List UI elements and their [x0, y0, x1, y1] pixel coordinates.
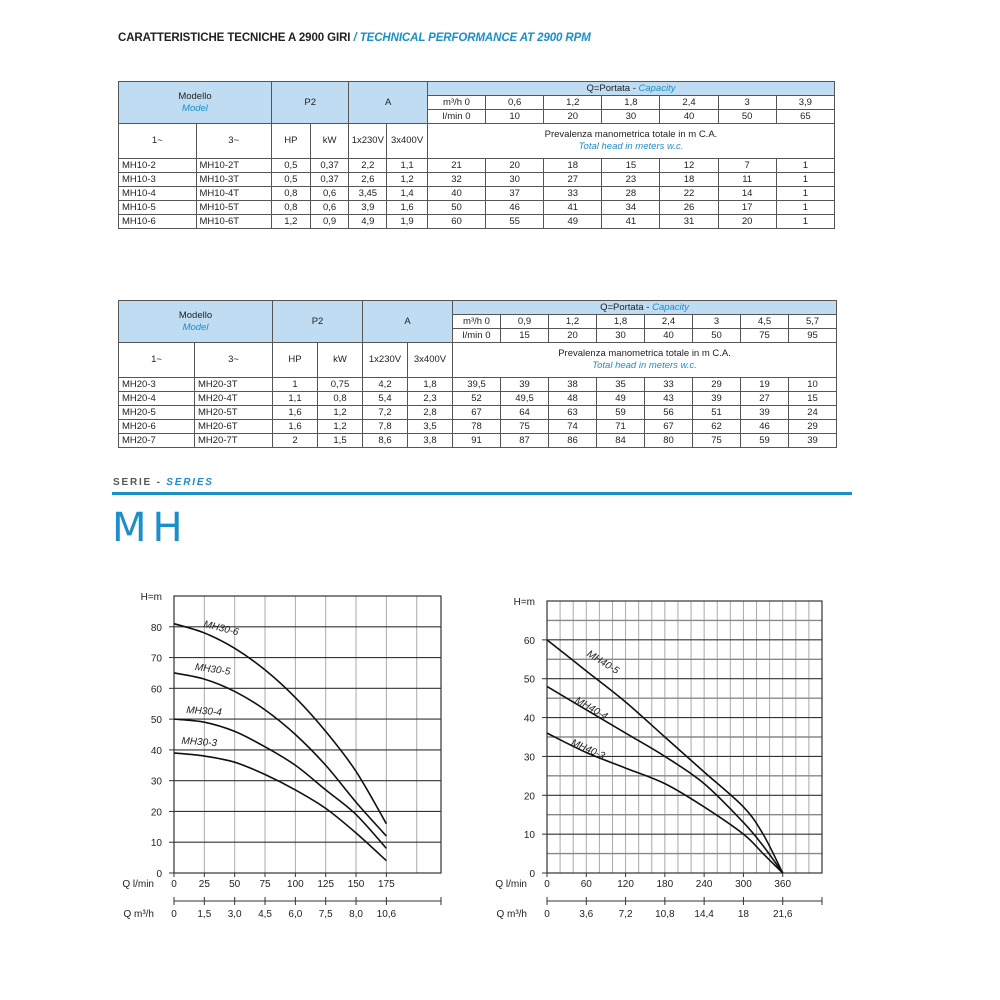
lmin-cell: 30	[597, 329, 645, 343]
model-header-it: Modello	[178, 90, 212, 102]
x-tick-label: 100	[287, 879, 304, 890]
x-tick-label: 300	[735, 879, 752, 890]
value-cell: 18	[544, 159, 602, 173]
x2-tick-label: 4,5	[258, 909, 272, 920]
series-label-en: SERIES	[166, 477, 214, 488]
x-tick-label: 125	[317, 879, 335, 890]
p2-header: P2	[271, 82, 349, 124]
m3h-cell: 3	[693, 315, 741, 329]
value-cell: 1,6	[273, 420, 318, 434]
value-cell: 86	[549, 434, 597, 448]
value-cell: 1,4	[387, 187, 428, 201]
x2-axis-label: Q m³/h	[123, 909, 154, 920]
model-cell: MH10-6T	[196, 215, 271, 229]
model-cell: MH10-5T	[196, 201, 271, 215]
value-cell: 20	[486, 159, 544, 173]
x-tick-label: 60	[580, 879, 592, 890]
value-cell: 1,6	[273, 406, 318, 420]
value-cell: 11	[718, 173, 776, 187]
x-tick-label: 240	[695, 879, 713, 890]
value-cell: 1,2	[271, 215, 310, 229]
x2-tick-label: 3,6	[579, 909, 594, 920]
value-cell: 49	[544, 215, 602, 229]
subheader-cell: 3x400V	[387, 124, 428, 159]
value-cell: 15	[602, 159, 660, 173]
x2-tick-label: 6,0	[288, 909, 303, 920]
value-cell: 67	[453, 406, 501, 420]
model-cell: MH20-5T	[195, 406, 273, 420]
value-cell: 3,9	[349, 201, 387, 215]
capacity-header-it: Q=Portata -	[586, 82, 639, 94]
value-cell: 8,6	[363, 434, 408, 448]
subheader-cell: 3~	[195, 343, 273, 378]
value-cell: 75	[693, 434, 741, 448]
model-header-en: Model	[182, 102, 208, 114]
model-cell: MH20-4T	[195, 392, 273, 406]
model-cell: MH10-5	[119, 201, 197, 215]
value-cell: 37	[486, 187, 544, 201]
x2-tick-label: 7,2	[618, 909, 633, 920]
x2-tick-label: 10,6	[376, 909, 397, 920]
series-label-mh40-3: MH40-3	[569, 737, 607, 762]
lmin-cell: 20	[549, 329, 597, 343]
subheader-cell: kW	[318, 343, 363, 378]
value-cell: 1,8	[408, 378, 453, 392]
value-cell: 1,2	[318, 420, 363, 434]
value-cell: 39	[789, 434, 837, 448]
model-cell: MH20-7T	[195, 434, 273, 448]
series-label-mh30-5: MH30-5	[194, 661, 231, 678]
value-cell: 1	[776, 201, 834, 215]
x2-tick-label: 18	[737, 909, 749, 920]
model-cell: MH20-6	[119, 420, 195, 434]
m3h-cell: 5,7	[789, 315, 837, 329]
value-cell: 0,5	[271, 159, 310, 173]
subheader-cell: 3x400V	[408, 343, 453, 378]
value-cell: 31	[660, 215, 718, 229]
value-cell: 0,6	[310, 201, 349, 215]
y-tick-label: 70	[150, 653, 162, 665]
x-axis-label: Q l/min	[122, 879, 154, 890]
x-tick-label: 120	[617, 879, 634, 890]
value-cell: 18	[660, 173, 718, 187]
y-tick-label: 80	[150, 622, 162, 634]
lmin-cell: 20	[544, 110, 602, 124]
value-cell: 63	[549, 406, 597, 420]
a-header: A	[349, 82, 428, 124]
a-header: A	[363, 301, 453, 343]
value-cell: 17	[718, 201, 776, 215]
x2-tick-label: 14,4	[694, 909, 714, 920]
x-tick-label: 0	[544, 879, 550, 890]
value-cell: 0,6	[310, 187, 349, 201]
value-cell: 1,2	[387, 173, 428, 187]
series-label-mh30-3: MH30-3	[181, 735, 218, 750]
value-cell: 59	[597, 406, 645, 420]
value-cell: 28	[602, 187, 660, 201]
capacity-header-it: Q=Portata -	[600, 301, 653, 313]
value-cell: 2,2	[349, 159, 387, 173]
y-tick-label: 0	[156, 869, 162, 880]
x2-axis-label: Q m³/h	[496, 909, 527, 920]
value-cell: 71	[597, 420, 645, 434]
value-cell: 0,9	[310, 215, 349, 229]
y-tick-label: 40	[150, 745, 162, 757]
x-tick-label: 75	[259, 879, 271, 890]
subheader-cell: HP	[273, 343, 318, 378]
x-tick-label: 360	[774, 879, 792, 890]
value-cell: 33	[645, 378, 693, 392]
model-cell: MH10-6	[119, 215, 197, 229]
value-cell: 1	[776, 215, 834, 229]
value-cell: 87	[501, 434, 549, 448]
value-cell: 0,8	[318, 392, 363, 406]
y-tick-label: 20	[523, 791, 535, 803]
model-cell: MH10-3T	[196, 173, 271, 187]
m3h-cell: 3	[718, 96, 776, 110]
lmin-cell: 40	[660, 110, 718, 124]
m3h-cell: m³/h 0	[427, 96, 485, 110]
value-cell: 0,8	[271, 201, 310, 215]
value-cell: 43	[645, 392, 693, 406]
value-cell: 59	[741, 434, 789, 448]
y-tick-label: 10	[523, 830, 535, 842]
value-cell: 24	[789, 406, 837, 420]
subheader-cell: 3~	[196, 124, 271, 159]
title-english: TECHNICAL PERFORMANCE AT 2900 RPM	[359, 32, 591, 44]
x-tick-label: 180	[656, 879, 674, 890]
x2-tick-label: 7,5	[318, 909, 333, 920]
y-tick-label: 60	[150, 684, 162, 696]
value-cell: 34	[602, 201, 660, 215]
value-cell: 50	[427, 201, 485, 215]
value-cell: 7,2	[363, 406, 408, 420]
model-cell: MH10-2T	[196, 159, 271, 173]
chart-group-0	[169, 596, 441, 905]
m3h-cell: 0,6	[486, 96, 544, 110]
x2-tick-label: 3,0	[227, 909, 242, 920]
value-cell: 35	[597, 378, 645, 392]
head-caption-en: Total head in meters w.c.	[578, 141, 684, 152]
value-cell: 84	[597, 434, 645, 448]
value-cell: 1	[776, 159, 834, 173]
title-italian: CARATTERISTICHE TECNICHE A 2900 GIRI	[118, 32, 351, 44]
m3h-cell: 4,5	[741, 315, 789, 329]
value-cell: 2	[273, 434, 318, 448]
model-header-it: Modello	[178, 309, 213, 321]
subheader-cell: 1x230V	[349, 124, 387, 159]
value-cell: 48	[549, 392, 597, 406]
value-cell: 0,37	[310, 159, 349, 173]
lmin-cell: 75	[741, 329, 789, 343]
value-cell: 14	[718, 187, 776, 201]
value-cell: 39	[501, 378, 549, 392]
value-cell: 3,8	[408, 434, 453, 448]
value-cell: 60	[427, 215, 485, 229]
x-tick-label: 150	[347, 879, 365, 890]
lmin-cell: l/min 0	[453, 329, 501, 343]
m3h-cell: 3,9	[776, 96, 834, 110]
head-caption-it: Prevalenza manometrica totale in m C.A.	[558, 348, 731, 359]
value-cell: 33	[544, 187, 602, 201]
m3h-cell: 1,2	[544, 96, 602, 110]
y-tick-label: 40	[523, 713, 535, 725]
model-header-en: Model	[182, 321, 209, 333]
value-cell: 3,5	[408, 420, 453, 434]
value-cell: 1	[776, 187, 834, 201]
subheader-cell: kW	[310, 124, 349, 159]
series-label-mh30-4: MH30-4	[185, 704, 223, 719]
m3h-cell: m³/h 0	[453, 315, 501, 329]
value-cell: 80	[645, 434, 693, 448]
head-caption-it: Prevalenza manometrica totale in m C.A.	[544, 129, 718, 140]
value-cell: 38	[549, 378, 597, 392]
value-cell: 1,2	[318, 406, 363, 420]
x-tick-label: 0	[171, 879, 177, 890]
value-cell: 1	[273, 378, 318, 392]
capacity-header-en: Capacity	[638, 82, 676, 94]
lmin-cell: 40	[645, 329, 693, 343]
series-label-mh30-6: MH30-6	[202, 619, 240, 639]
value-cell: 0,8	[271, 187, 310, 201]
value-cell: 21	[427, 159, 485, 173]
x-tick-label: 25	[198, 879, 210, 890]
value-cell: 1	[776, 173, 834, 187]
subheader-cell: HP	[271, 124, 310, 159]
value-cell: 41	[544, 201, 602, 215]
value-cell: 46	[486, 201, 544, 215]
value-cell: 56	[645, 406, 693, 420]
x2-tick-label: 0	[544, 909, 550, 920]
m3h-cell: 2,4	[660, 96, 718, 110]
value-cell: 52	[453, 392, 501, 406]
y-tick-label: 10	[150, 838, 162, 850]
head-caption-en: Total head in meters w.c.	[592, 360, 697, 371]
series-label-it: SERIE -	[113, 477, 167, 488]
value-cell: 2,3	[408, 392, 453, 406]
subheader-cell: 1~	[119, 124, 197, 159]
series-label-mh40-4: MH40-4	[573, 695, 610, 723]
y-tick-label: 50	[150, 715, 162, 727]
value-cell: 22	[660, 187, 718, 201]
value-cell: 23	[602, 173, 660, 187]
model-cell: MH10-2	[119, 159, 197, 173]
value-cell: 19	[741, 378, 789, 392]
value-cell: 40	[427, 187, 485, 201]
series-name: MH	[112, 505, 189, 551]
title-separator: /	[350, 32, 360, 44]
value-cell: 29	[789, 420, 837, 434]
value-cell: 1,5	[318, 434, 363, 448]
x-tick-label: 50	[229, 879, 241, 890]
value-cell: 49	[597, 392, 645, 406]
model-cell: MH20-7	[119, 434, 195, 448]
value-cell: 10	[789, 378, 837, 392]
value-cell: 75	[501, 420, 549, 434]
model-cell: MH10-4	[119, 187, 197, 201]
value-cell: 2,8	[408, 406, 453, 420]
lmin-cell: 30	[602, 110, 660, 124]
lmin-cell: 10	[486, 110, 544, 124]
x2-tick-label: 8,0	[349, 909, 363, 920]
y-tick-label: 50	[523, 674, 535, 686]
value-cell: 39	[741, 406, 789, 420]
m3h-cell: 0,9	[501, 315, 549, 329]
x-tick-label: 175	[378, 879, 395, 890]
value-cell: 74	[549, 420, 597, 434]
model-cell: MH10-4T	[196, 187, 271, 201]
value-cell: 51	[693, 406, 741, 420]
lmin-cell: 65	[776, 110, 834, 124]
lmin-cell: l/min 0	[427, 110, 485, 124]
value-cell: 39	[693, 392, 741, 406]
value-cell: 0,5	[271, 173, 310, 187]
value-cell: 0,75	[318, 378, 363, 392]
value-cell: 41	[602, 215, 660, 229]
x-axis-label: Q l/min	[495, 879, 527, 890]
m3h-cell: 1,8	[597, 315, 645, 329]
x2-tick-label: 10,8	[655, 909, 675, 920]
subheader-cell: 1~	[119, 343, 195, 378]
value-cell: 26	[660, 201, 718, 215]
m3h-cell: 2,4	[645, 315, 693, 329]
value-cell: 12	[660, 159, 718, 173]
value-cell: 46	[741, 420, 789, 434]
capacity-header-en: Capacity	[652, 301, 690, 313]
value-cell: 2,6	[349, 173, 387, 187]
value-cell: 67	[645, 420, 693, 434]
y-axis-label: H=m	[140, 592, 162, 603]
model-cell: MH20-5	[119, 406, 195, 420]
value-cell: 20	[718, 215, 776, 229]
lmin-cell: 15	[501, 329, 549, 343]
value-cell: 55	[486, 215, 544, 229]
value-cell: 15	[789, 392, 837, 406]
series-curve-mh30-6	[174, 624, 386, 824]
y-tick-label: 30	[523, 752, 535, 764]
value-cell: 0,37	[310, 173, 349, 187]
x2-tick-label: 1,5	[197, 909, 212, 920]
series-label-mh40-5: MH40-5	[584, 648, 621, 677]
subheader-cell: 1x230V	[363, 343, 408, 378]
value-cell: 49,5	[501, 392, 549, 406]
value-cell: 3,45	[349, 187, 387, 201]
value-cell: 39,5	[453, 378, 501, 392]
value-cell: 64	[501, 406, 549, 420]
value-cell: 27	[544, 173, 602, 187]
model-cell: MH20-3	[119, 378, 195, 392]
value-cell: 1,9	[387, 215, 428, 229]
m3h-cell: 1,2	[549, 315, 597, 329]
value-cell: 7,8	[363, 420, 408, 434]
y-tick-label: 30	[150, 776, 162, 788]
model-cell: MH20-3T	[195, 378, 273, 392]
y-tick-label: 0	[529, 869, 535, 880]
lmin-cell: 50	[693, 329, 741, 343]
model-cell: MH20-6T	[195, 420, 273, 434]
lmin-cell: 50	[718, 110, 776, 124]
value-cell: 62	[693, 420, 741, 434]
value-cell: 29	[693, 378, 741, 392]
m3h-cell: 1,8	[602, 96, 660, 110]
value-cell: 1,6	[387, 201, 428, 215]
value-cell: 5,4	[363, 392, 408, 406]
x2-tick-label: 0	[171, 909, 177, 920]
value-cell: 4,9	[349, 215, 387, 229]
value-cell: 27	[741, 392, 789, 406]
y-axis-label: H=m	[513, 597, 535, 608]
model-cell: MH20-4	[119, 392, 195, 406]
value-cell: 32	[427, 173, 485, 187]
y-tick-label: 60	[523, 635, 535, 647]
value-cell: 4,2	[363, 378, 408, 392]
x2-tick-label: 21,6	[772, 909, 793, 920]
y-tick-label: 20	[150, 807, 162, 819]
value-cell: 7	[718, 159, 776, 173]
value-cell: 91	[453, 434, 501, 448]
value-cell: 1,1	[273, 392, 318, 406]
value-cell: 1,1	[387, 159, 428, 173]
model-cell: MH10-3	[119, 173, 197, 187]
value-cell: 30	[486, 173, 544, 187]
value-cell: 78	[453, 420, 501, 434]
p2-header: P2	[273, 301, 363, 343]
lmin-cell: 95	[789, 329, 837, 343]
